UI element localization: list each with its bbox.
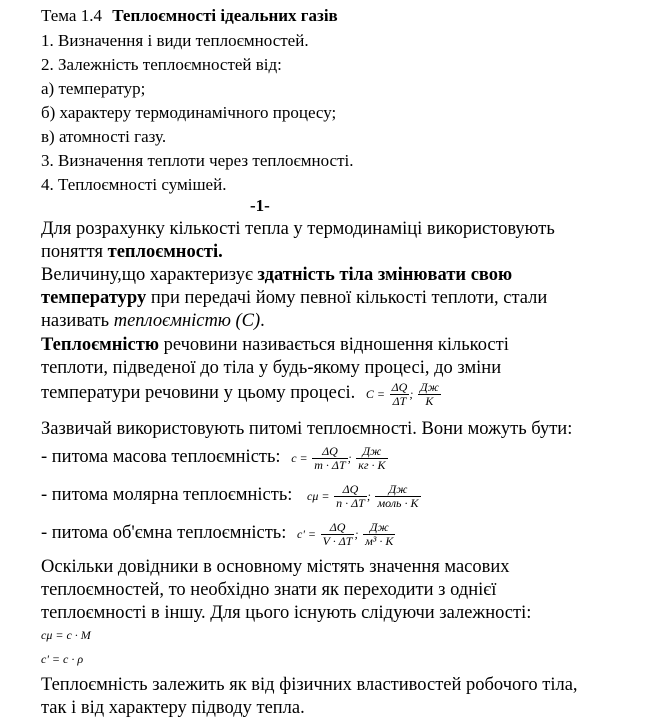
bold-run: температуру (41, 288, 147, 308)
specific-heat-item (41, 478, 421, 513)
italic-run: теплоємністю (С) (113, 311, 261, 331)
item-label: - питома молярна теплоємність: (41, 485, 293, 505)
unit-numerator: Дж (375, 483, 420, 497)
formula-lhs: c = (291, 451, 308, 466)
outline-item: 4. Теплоємності сумішей. (41, 175, 227, 194)
paragraph-line: Оскільки довідники в основному містять значення масових (41, 557, 510, 577)
unit-numerator: Дж (356, 445, 387, 459)
formula-lhs: c' = (297, 527, 316, 542)
paragraph-line (41, 310, 265, 332)
paragraph-line: теплоти, підведеної до тіла у будь-якому процесі, до зміни (41, 358, 502, 378)
item-label: - питома масова теплоємність: (41, 447, 281, 467)
relation-molar: cμ = c · M (41, 628, 91, 642)
outline-item: а) температур; (41, 79, 146, 98)
formula-numerator: ΔQ (334, 483, 367, 497)
heat-capacity-formula (366, 378, 441, 409)
term-heat-capacity: Теплоємністю (41, 335, 159, 355)
formula-denominator: n · ΔT (336, 495, 365, 510)
paragraph-line (41, 241, 223, 263)
specific-heat-item (41, 516, 395, 551)
text-run: . (260, 311, 265, 331)
formula-lhs: cμ = (307, 489, 330, 504)
paragraph-line (41, 334, 509, 356)
paragraph-line (41, 264, 512, 286)
unit-denominator: моль · К (377, 495, 419, 510)
unit-fraction (418, 381, 441, 408)
formula-fraction (390, 381, 410, 408)
unit-denominator: кг · К (358, 457, 386, 472)
paragraph-line: теплоємностей, то необхідно знати як переходити з однієї (41, 580, 497, 600)
outline-item: 1. Визначення і види теплоємностей. (41, 31, 309, 50)
unit-denominator: К (425, 393, 434, 408)
formula-fraction (334, 483, 367, 510)
text-run: речовини називається відношення кількості (158, 335, 509, 355)
section-marker: -1- (250, 196, 270, 215)
text-run: при передачі йому певної кількості теплоти, стали (146, 288, 548, 308)
formula-separator: ; (366, 489, 371, 504)
paragraph-line: теплоємності в іншу. Для цього існують слідуючи залежності: (41, 603, 532, 623)
outline-item: в) атомності газу. (41, 127, 167, 146)
unit-fraction (363, 521, 395, 548)
formula-denominator: m · ΔT (314, 457, 346, 472)
outline-item: б) характеру термодинамічного процесу; (41, 103, 337, 122)
formula-denominator: ΔT (392, 393, 407, 408)
specific-heat-item (41, 440, 388, 475)
formula-separator: ; (409, 387, 414, 402)
topic-label: Тема 1.4 (41, 6, 102, 25)
term-heat-capacity: теплоємності. (107, 242, 223, 262)
mass-heat-capacity-formula (291, 440, 387, 475)
formula-lhs: C = (365, 387, 385, 402)
unit-numerator: Дж (363, 521, 395, 535)
text-run: поняття (41, 242, 108, 262)
paragraph-line (41, 378, 441, 409)
formula-fraction (321, 521, 355, 548)
text-run: Величину,що характеризує (41, 265, 258, 285)
text-run: називать (41, 311, 114, 331)
volumetric-heat-capacity-formula (297, 516, 395, 551)
text-run: температури речовини у цьому процесі. (41, 383, 356, 403)
topic-heading (41, 6, 338, 26)
formula-separator: ; (354, 527, 359, 542)
unit-fraction (356, 445, 387, 472)
item-label: - питома об'ємна теплоємність: (41, 523, 287, 543)
paragraph-line: Для розрахунку кількості тепла у термодинаміці використовують (41, 219, 555, 239)
outline-item: 3. Визначення теплоти через теплоємності. (41, 151, 354, 170)
formula-numerator: ΔQ (391, 379, 408, 394)
paragraph-line (41, 287, 547, 309)
molar-heat-capacity-formula (307, 478, 420, 513)
formula-separator: ; (347, 451, 352, 466)
formula-numerator: ΔQ (321, 521, 355, 535)
topic-title: Теплоємності ідеальних газів (112, 6, 338, 25)
paragraph-line: Теплоємність залежить як від фізичних властивостей робочого тіла, (41, 675, 578, 695)
formula-numerator: ΔQ (312, 445, 347, 459)
outline-item: 2. Залежність теплоємностей від: (41, 55, 282, 74)
unit-denominator: м³ · К (365, 533, 394, 548)
formula-fraction (312, 445, 347, 472)
unit-fraction (375, 483, 420, 510)
paragraph-line: Зазвичай використовують питомі теплоємності. Вони можуть бути: (41, 419, 573, 439)
relation-volumetric: c' = c · ρ (41, 652, 84, 666)
formula-denominator: V · ΔT (322, 533, 353, 548)
unit-numerator: Дж (419, 379, 439, 394)
paragraph-line: так і від характеру підводу тепла. (41, 698, 305, 718)
bold-run: здатність тіла змінювати свою (257, 265, 513, 285)
